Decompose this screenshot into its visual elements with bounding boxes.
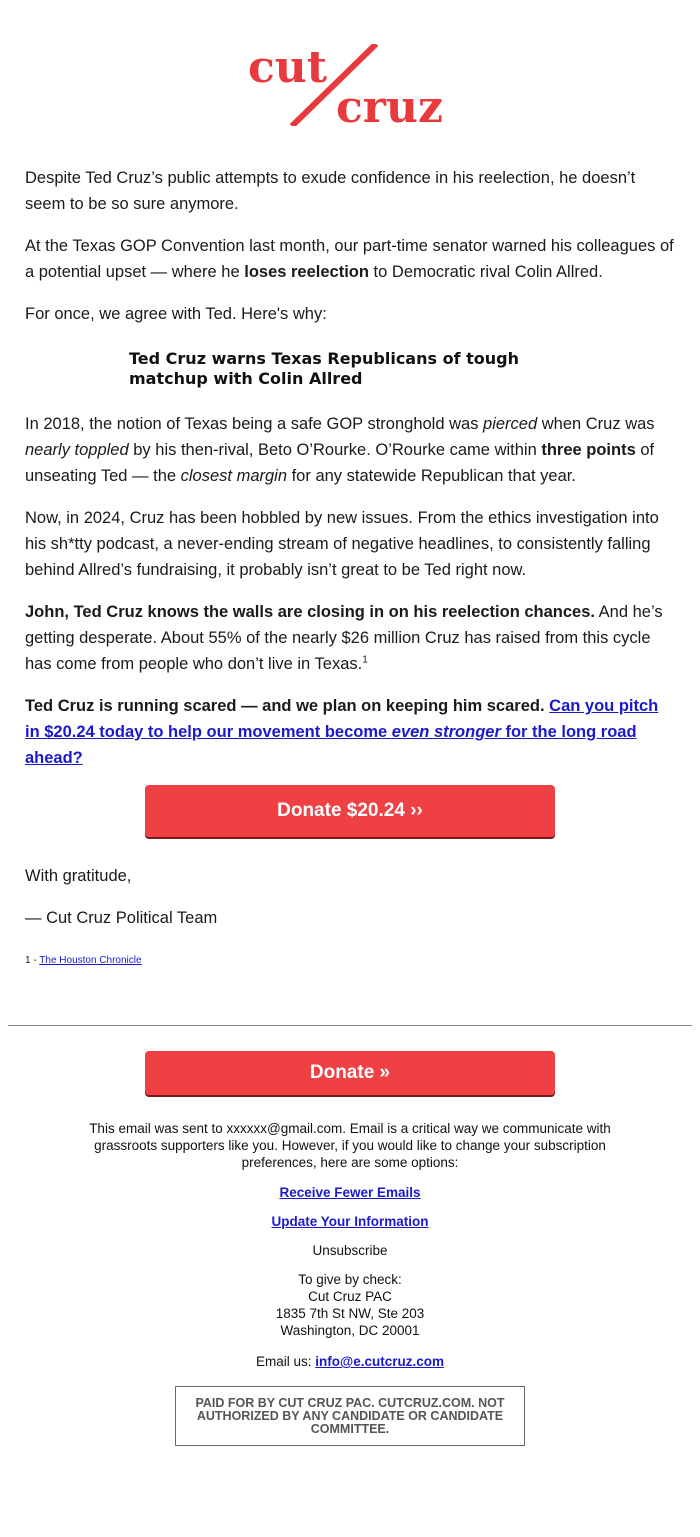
cut-cruz-logo	[246, 44, 456, 126]
check-city: Washington, DC 20001	[280, 1323, 420, 1338]
check-intro: To give by check:	[298, 1272, 402, 1287]
paragraph-walls-closing	[25, 599, 677, 677]
paragraph-2024: Now, in 2024, Cruz has been hobbled by new issues. From the ethics investigation into his sh*tty podcast, a never-ending stream of negative headlines, to consistently falling behind Allred’s fundraising, it probably isn’t great to be Ted right now.	[25, 509, 659, 579]
footer-email	[70, 1353, 630, 1370]
footnote	[25, 954, 142, 968]
article-headline: Ted Cruz warns Texas Republicans of tough matchup with Colin Allred	[129, 349, 519, 388]
footnote-marker: 1	[362, 654, 368, 666]
text-span: to Democratic rival Colin Allred.	[368, 263, 603, 281]
paragraph-ask	[25, 693, 677, 771]
receive-fewer-emails-link[interactable]: Receive Fewer Emails	[279, 1185, 421, 1200]
footnote-source-link[interactable]: The Houston Chronicle	[39, 955, 142, 966]
update-information-link[interactable]: Update Your Information	[271, 1214, 429, 1229]
unsubscribe-text[interactable]: Unsubscribe	[312, 1243, 388, 1258]
paragraph-intro: Despite Ted Cruz’s public attempts to exude confidence in his reelection, he doesn’t seem to be so sure anymore.	[25, 169, 636, 213]
text-span: At the Texas GOP Convention last month, our part-time senator warned his colleagues of a potential upset — where he	[25, 237, 674, 281]
paragraph-agree: For once, we agree with Ted. Here's why:	[25, 305, 327, 323]
paragraph-2018	[25, 411, 677, 489]
email-body	[25, 165, 677, 787]
signoff-team: — Cut Cruz Political Team	[25, 909, 218, 927]
paid-for-disclaimer	[175, 1386, 525, 1446]
text-span: by his then-rival, Beto O’Rourke. O’Rourke came within	[128, 441, 542, 459]
bold-text: Ted Cruz is running scared — and we plan on keeping him scared.	[25, 697, 545, 715]
email-footer	[70, 1120, 630, 1382]
footer-intro: This email was sent to xxxxxx@gmail.com. Email is a critical way we communicate with grassroots supporters like you. However, if you would like to change your subscription preferences, here are some options:	[89, 1121, 611, 1170]
bold-text: three points	[541, 441, 636, 459]
link-italic-text: even stronger	[391, 723, 501, 741]
link-text: for the long road ahead?	[25, 723, 637, 767]
paragraph-convention	[25, 233, 677, 285]
donate-20-24-button[interactable]: Donate $20.24 ››	[145, 785, 555, 837]
disclaimer-text: PAID FOR BY CUT CRUZ PAC. CUTCRUZ.COM. NOT AUTHORIZED BY ANY CANDIDATE OR CANDIDATE COMMITTEE.	[195, 1396, 505, 1436]
italic-text: pierced	[483, 415, 538, 433]
italic-text: closest margin	[180, 467, 288, 485]
check-street: 1835 7th St NW, Ste 203	[275, 1306, 425, 1321]
footer-update-info	[70, 1213, 630, 1230]
italic-text: nearly toppled	[25, 441, 129, 459]
bold-text: loses reelection	[244, 263, 369, 281]
contact-email-link[interactable]: info@e.cutcruz.com	[315, 1354, 444, 1369]
text-span: And he’s getting desperate. About 55% of the nearly $26 million Cruz has raised from this cycle has come from people who don’t live in Texas.	[25, 603, 663, 673]
link-text: Can you pitch in $20.24 today to help our movement become	[25, 697, 659, 741]
text-span: when Cruz was	[537, 415, 655, 433]
text-span: for any statewide Republican that year.	[287, 467, 576, 485]
email-label: Email us:	[256, 1354, 316, 1369]
check-name: Cut Cruz PAC	[308, 1289, 392, 1304]
footnote-number: 1 -	[25, 955, 40, 966]
signoff-gratitude: With gratitude,	[25, 867, 132, 885]
logo-text-cut: cut	[248, 44, 328, 93]
bold-text: John, Ted Cruz knows the walls are closing in on his reelection chances.	[25, 603, 595, 621]
footer-donate-button[interactable]: Donate »	[145, 1051, 555, 1095]
footer-fewer-emails	[70, 1184, 630, 1201]
text-span: of unseating Ted — the	[25, 441, 655, 485]
text-span: In 2018, the notion of Texas being a safe GOP stronghold was	[25, 415, 484, 433]
logo-text-cruz: cruz	[336, 82, 443, 126]
divider	[8, 1025, 692, 1026]
check-address	[70, 1271, 630, 1339]
